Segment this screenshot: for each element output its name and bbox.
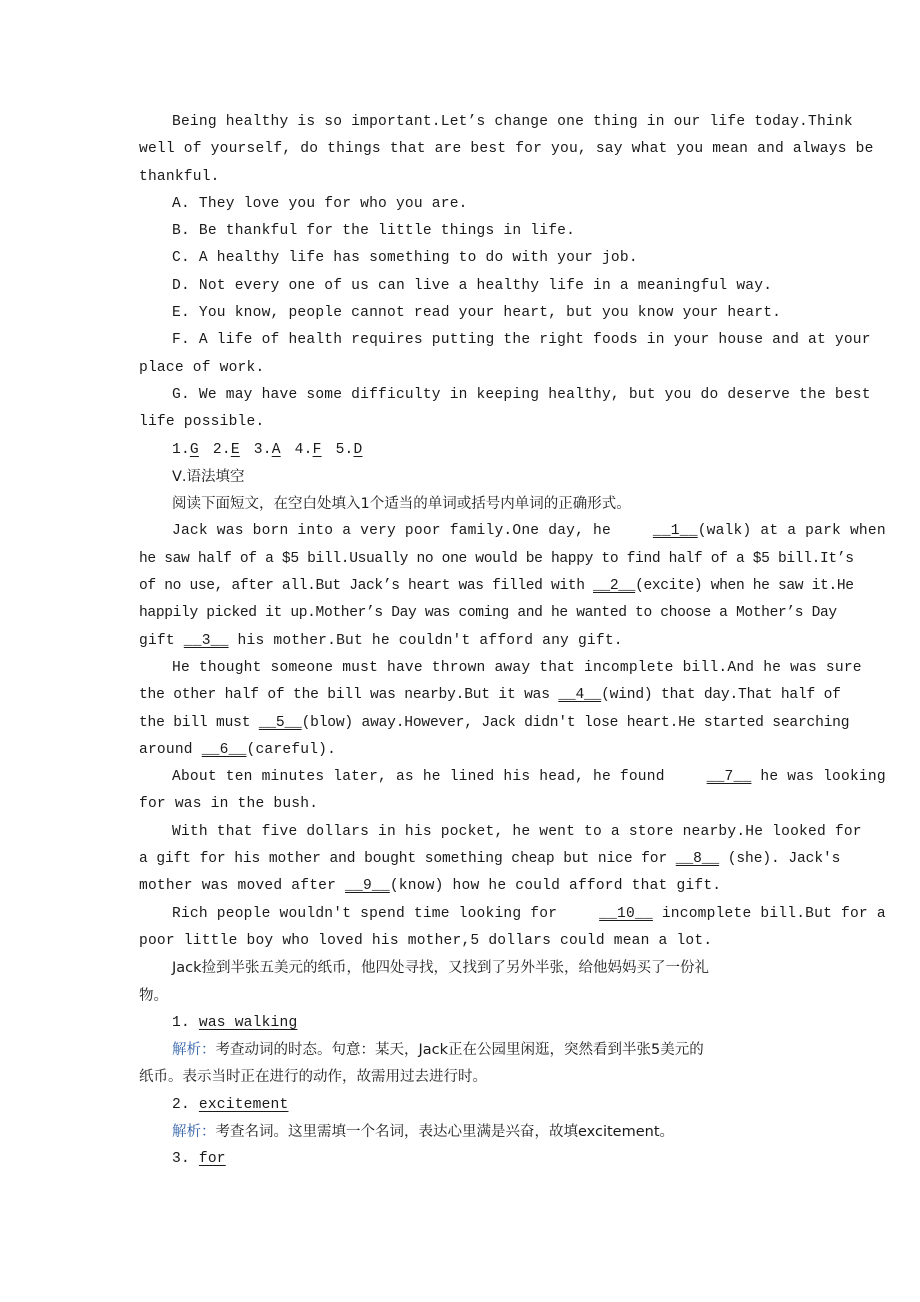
option-b: B. Be thankful for the little things in life. <box>172 223 576 240</box>
passage-p2-line-1: He thought someone must have thrown away that incomplete bill.And he was sure <box>172 659 862 676</box>
summary-line-2: 物。 <box>139 987 168 1004</box>
blank-10: __10__ <box>599 905 653 922</box>
answer-1: 1.G <box>172 441 199 458</box>
option-a: A. They love you for who you are. <box>172 195 468 212</box>
blank-7: __7__ <box>706 769 752 786</box>
option-e: E. You know, people cannot read your heart, but you know your heart. <box>172 305 782 322</box>
key-q3-answer: for <box>198 1151 226 1168</box>
key-q1-analysis-line-2: 纸币。表示当时正在进行的动作，故需用过去进行时。 <box>139 1069 487 1086</box>
intro-line-2: well of yourself, do things that are best for you, say what you mean and always be <box>139 141 874 158</box>
passage-p4-line-2: a gift for his mother and bought something cheap but nice for __8__ (she). Jack's <box>139 846 805 873</box>
key-q2-answer: excitement <box>198 1096 289 1113</box>
option-g-line-1: G. We may have some difficulty in keeping healthy, but you do deserve the best <box>172 386 871 403</box>
key-q1: 1. was walking <box>172 1014 298 1031</box>
passage-p1-line-5: gift __3__ his mother.But he couldn't afford any gift. <box>139 628 805 655</box>
blank-2: __2__ <box>593 578 636 595</box>
key-q2-analysis: 解析：考查名词。这里需填一个名词，表达心里满是兴奋，故填excitement。 <box>172 1123 675 1140</box>
blank-4: __4__ <box>558 687 602 704</box>
intro-line-3: thankful. <box>139 168 220 185</box>
blank-5: __5__ <box>258 714 302 731</box>
key-q1-answer: was walking <box>198 1014 298 1031</box>
blank-9: __9__ <box>345 878 390 895</box>
option-g-line-2: life possible. <box>139 414 265 431</box>
blank-6: __6__ <box>201 741 247 758</box>
passage-p2-line-3: the bill must __5__(blow) away.However, Jack didn't lose heart.He started searching <box>139 710 805 737</box>
answer-3: 3.A <box>253 441 281 458</box>
analysis-label: 解析： <box>172 1123 216 1140</box>
intro-line-1: Being healthy is so important.Let’s change one thing in our life today.Think <box>172 114 853 130</box>
answer-4: 4.F <box>294 441 322 458</box>
answer-5: 5.D <box>335 441 363 458</box>
option-c: C. A healthy life has something to do with your job. <box>172 250 638 267</box>
section-title: Ⅴ.语法填空 <box>172 468 245 485</box>
passage-p1-line-3: of no use, after all.But Jack’s heart was filled with __2__(excite) when he saw it.He <box>139 573 805 600</box>
passage-p2-line-2: the other half of the bill was nearby.But it was __4__(wind) that day.That half of <box>139 682 805 709</box>
option-d: D. Not every one of us can live a healthy life in a meaningful way. <box>172 277 773 294</box>
key-q1-analysis-line-1: 解析：考查动词的时态。句意：某天，Jack正在公园里闲逛，突然看到半张5美元的 <box>172 1042 704 1059</box>
passage-p1-line-2: he saw half of a $5 bill.Usually no one would be happy to find half of a $5 bill.It’s <box>139 550 854 567</box>
blank-3: __3__ <box>183 632 229 649</box>
passage-p2-line-4: around __6__(careful). <box>139 737 805 764</box>
passage-p3-line-2: for was in the bush. <box>139 796 319 813</box>
key-q3: 3. for <box>172 1151 226 1168</box>
blank-1: __1__ <box>652 523 698 540</box>
section-instruction: 阅读下面短文，在空白处填入1个适当的单词或括号内单词的正确形式。 <box>172 496 631 513</box>
blank-8: __8__ <box>675 851 720 868</box>
passage-p3-line-1: About ten minutes later, as he lined his head, he found __7__ he was looking <box>139 764 805 791</box>
key-q2: 2. excitement <box>172 1096 289 1113</box>
document-page <box>139 109 886 1174</box>
option-f-line-2: place of work. <box>139 359 265 376</box>
passage-p4-line-3: mother was moved after __9__(know) how he could afford that gift. <box>139 873 805 900</box>
passage-p5-line-2: poor little boy who loved his mother,5 dollars could mean a lot. <box>139 932 713 949</box>
seven-choose-five-answers <box>139 437 805 464</box>
passage-p4-line-1: With that five dollars in his pocket, he went to a store nearby.He looked for <box>172 823 862 840</box>
option-f-line-1: F. A life of health requires putting the right foods in your house and at your <box>172 332 871 349</box>
passage-p5-line-1: Rich people wouldn't spend time looking for __10__ incomplete bill.But for a <box>139 901 805 928</box>
passage-p1-line-4: happily picked it up.Mother’s Day was coming and he wanted to choose a Mother’s Day <box>139 605 837 622</box>
summary-line-1: Jack捡到半张五美元的纸币，他四处寻找，又找到了另外半张，给他妈妈买了一份礼 <box>172 960 710 977</box>
passage-p1-line-1: Jack was born into a very poor family.One day, he __1__(walk) at a park when <box>139 518 805 545</box>
answer-2: 2.E <box>212 441 240 458</box>
analysis-label: 解析： <box>172 1042 216 1059</box>
